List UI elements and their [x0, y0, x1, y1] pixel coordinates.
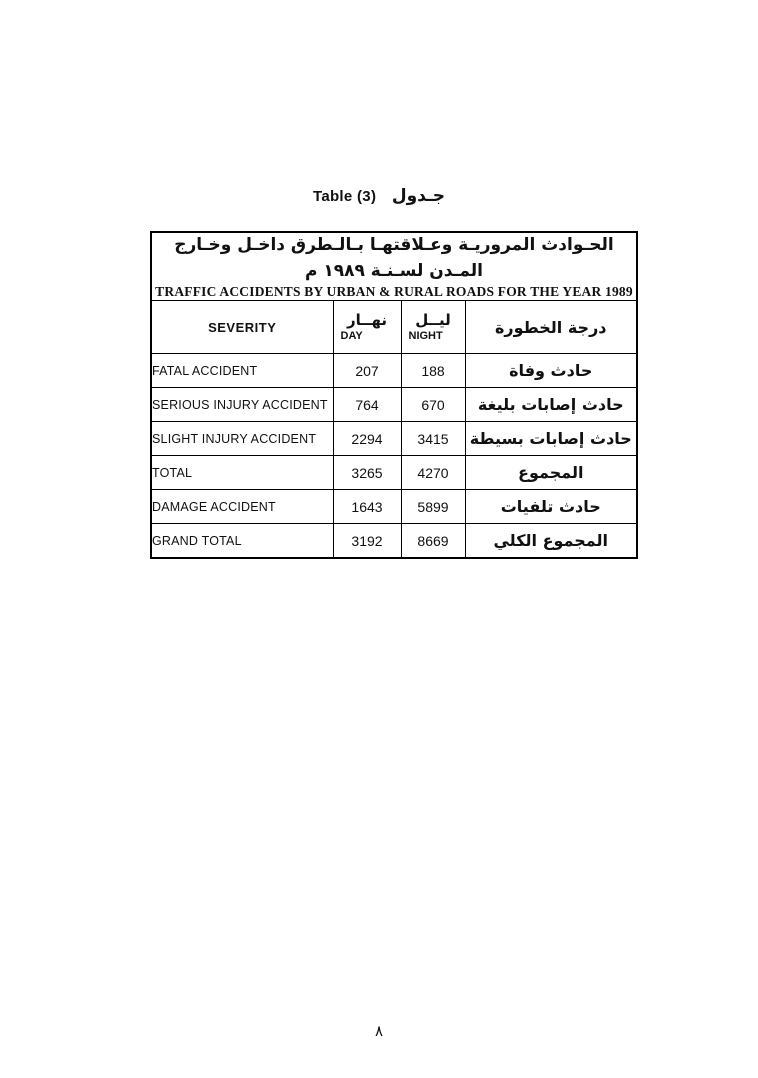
day-value-cell: 2294 — [333, 422, 401, 456]
arabic-label-cell: المجموع الكلي — [465, 524, 637, 559]
page-number: ٨ — [374, 1022, 384, 1040]
table-title-arabic: الحـوادث المروريـة وعـلاقتهـا بـالـطرق داخـل وخـارج المـدن لسـنـة ١٩٨٩ م — [174, 235, 614, 281]
night-value-cell: 3415 — [401, 422, 465, 456]
page-title-arabic: جـدول — [391, 186, 446, 206]
arabic-label-cell: حادث وفاة — [465, 354, 637, 388]
column-header-severity: SEVERITY — [151, 301, 333, 354]
page-title-latin: Table (3) — [312, 188, 377, 205]
column-header-night — [401, 301, 465, 354]
column-header-row — [151, 301, 637, 354]
night-value-cell: 670 — [401, 388, 465, 422]
severity-cell: SLIGHT INJURY ACCIDENT — [151, 422, 333, 456]
table-row — [151, 524, 637, 559]
table-row — [151, 354, 637, 388]
arabic-label-cell: حادث تلفيات — [465, 490, 637, 524]
table-row — [151, 422, 637, 456]
day-value-cell: 3265 — [333, 456, 401, 490]
table-title-cell — [151, 232, 637, 301]
table-row — [151, 456, 637, 490]
severity-cell: GRAND TOTAL — [151, 524, 333, 559]
table-title-english: TRAFFIC ACCIDENTS BY URBAN & RURAL ROADS FOR THE YEAR 1989 — [155, 284, 633, 299]
accidents-table — [150, 231, 638, 559]
day-value-cell: 207 — [333, 354, 401, 388]
night-value-cell: 5899 — [401, 490, 465, 524]
table-row — [151, 388, 637, 422]
arabic-label-cell: حادث إصابات بسيطة — [465, 422, 637, 456]
column-header-day — [333, 301, 401, 354]
page-title — [0, 186, 758, 206]
severity-cell: TOTAL — [151, 456, 333, 490]
severity-cell: FATAL ACCIDENT — [151, 354, 333, 388]
day-value-cell: 1643 — [333, 490, 401, 524]
table-row — [151, 490, 637, 524]
severity-cell: SERIOUS INJURY ACCIDENT — [151, 388, 333, 422]
arabic-label-cell: المجموع — [465, 456, 637, 490]
day-value-cell: 3192 — [333, 524, 401, 559]
arabic-label-cell: حادث إصابات بليغة — [465, 388, 637, 422]
severity-cell: DAMAGE ACCIDENT — [151, 490, 333, 524]
column-header-severity-arabic: درجة الخطورة — [465, 301, 637, 354]
column-header-day-english: DAY — [340, 330, 363, 343]
column-header-day-arabic: نهــار — [346, 310, 388, 329]
table-title-row — [151, 232, 637, 301]
night-value-cell: 188 — [401, 354, 465, 388]
night-value-cell: 4270 — [401, 456, 465, 490]
column-header-night-arabic: ليــل — [415, 310, 451, 329]
column-header-night-english: NIGHT — [408, 330, 443, 343]
day-value-cell: 764 — [333, 388, 401, 422]
night-value-cell: 8669 — [401, 524, 465, 559]
